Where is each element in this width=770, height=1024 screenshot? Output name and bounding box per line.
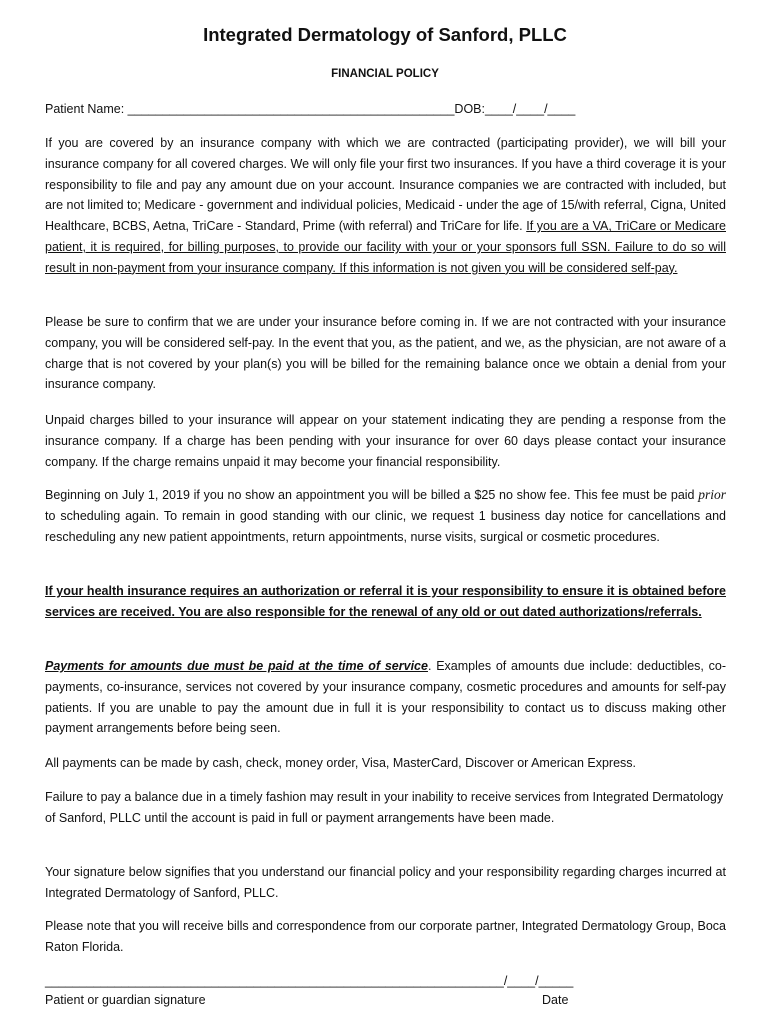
corporate-partner-paragraph: Please note that you will receive bills and correspondence from our corporate partner, Integrated Dermatology Group, Boca Raton Florida. [45,919,726,954]
insurance-billing-text: If you are covered by an insurance company with which we are contracted (participating provider), we will bill your insurance company for all covered charges. We will only file your first two insurances. If you have a third coverage it is your responsibility to file and pay any amount due on your account. Insurance companies we are contracted with included, but are not limited to; Medicare - government and individual policies, Medicaid - under the age of 15/with referral, Cigna, United Healthcare, BCBS, Aetna, TriCare - Standard, Prime (with referral) and TriCare for life. [45,136,726,234]
no-show-fee-text: Beginning on July 1, 2019 if you no show an appointment you will be billed a $25 no show fee. This fee must be paid [45,488,699,502]
payment-methods-paragraph: All payments can be made by cash, check, money order, Visa, MasterCard, Discover or American Express. [45,756,636,770]
payment-due-heading: Payments for amounts due must be paid at the time of service [45,659,428,673]
patient-name-dob-field[interactable]: Patient Name: _______________________________________________DOB:____/____/____ [45,102,576,116]
confirm-insurance-paragraph: Please be sure to confirm that we are under your insurance before coming in. If we are not contracted with your insurance company, you will be considered self-pay. In the event that you, as the patient, and we, as the physician, are not aware of a charge that is not covered by your plan(s) you will be billed for the remaining balance once we obtain a denial from your insurance company. [45,315,726,392]
ssn-requirement-text: If you are a VA, TriCare or Medicare patient, it is required, for billing purposes, to provide our facility with your or your sponsors full SSN. Failure to do so will result in non-payment from your insurance company. If this information is not given you will be considered self-pay. [45,219,726,275]
payment-due-paragraph [45,656,726,739]
signature-label: Patient or guardian signature [45,993,206,1007]
prior-emphasis: prior [698,487,726,502]
document-title: Integrated Dermatology of Sanford, PLLC [203,24,567,45]
authorization-referral-paragraph: If your health insurance requires an authorization or referral it is your responsibility to ensure it is obtained before services are received. You are also responsible for the renewal of any old or out dated authorizations/referrals. [45,584,726,619]
unpaid-charges-paragraph: Unpaid charges billed to your insurance will appear on your statement indicating they are pending a response from the insurance company. If a charge has been pending with your insurance for over 60 days please contact your insurance company. If the charge remains unpaid it may become your financial responsibility. [45,413,726,469]
payment-due-text: . Examples of amounts due include: deductibles, co-payments, co-insurance, services not covered by your insurance company, cosmetic procedures and amounts for self-pay patients. If you are unable to pay the amount due in full it is your responsibility to contact us to discuss making other payment arrangements before being seen. [45,659,727,736]
no-show-fee-paragraph [45,485,726,547]
cancellation-notice-text: to scheduling again. To remain in good standing with our clinic, we request 1 business day notice for cancellations and rescheduling any new patient appointments, return appointments, nurse visits, surgical or cosmetic procedures. [45,508,726,544]
document-subtitle: FINANCIAL POLICY [331,68,439,80]
signature-acknowledgement-paragraph: Your signature below signifies that you understand our financial policy and your responsibility regarding charges incurred at Integrated Dermatology of Sanford, PLLC. [45,865,726,900]
date-label: Date [542,993,569,1007]
failure-to-pay-paragraph: Failure to pay a balance due in a timely fashion may result in your inability to receive services from Integrated Dermatology of Sanford, PLLC until the account is paid in full or payment arrangements have been made. [45,790,724,825]
insurance-billing-paragraph [45,133,726,279]
signature-date-field[interactable]: __________________________________________________________________/____/_____ [45,974,574,988]
